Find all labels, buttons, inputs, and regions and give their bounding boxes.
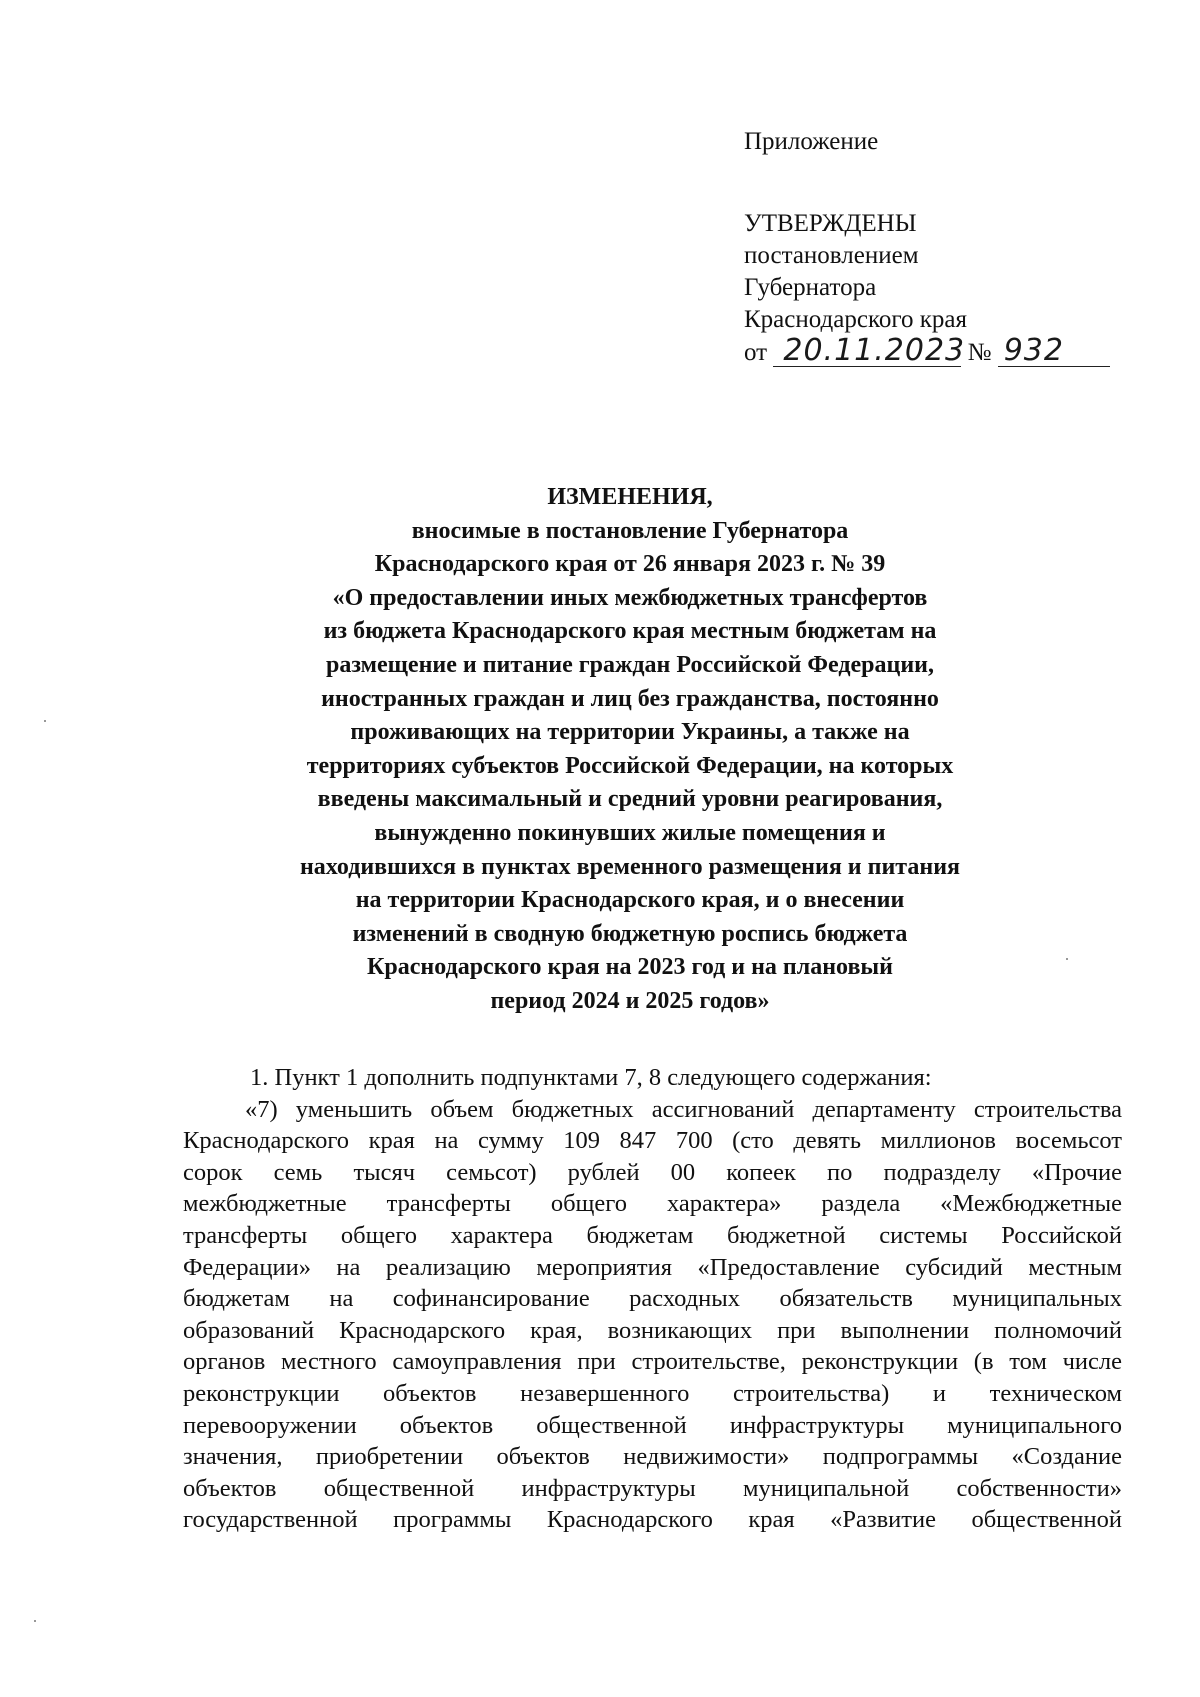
- scan-speck: [1066, 958, 1068, 960]
- heading-line: на территории Краснодарского края, и о внесении: [355, 887, 905, 914]
- heading-line: Краснодарского края на 2023 год и на плановый: [367, 954, 893, 981]
- body-line: сорок семь тысяч семьсот) рублей 00 копеек по подразделу «Прочие: [183, 1158, 1122, 1186]
- date-prefix: от: [744, 339, 768, 366]
- heading-line: период 2024 и 2025 годов»: [490, 987, 770, 1014]
- body-line: трансферты общего характера бюджетам бюджетной системы Российской: [183, 1221, 1122, 1249]
- heading-line: находившихся в пунктах временного размещения и питания: [299, 853, 961, 880]
- body-line: реконструкции объектов незавершенного строительства) и техническом: [183, 1379, 1122, 1407]
- heading-line: ИЗМЕНЕНИЯ,: [547, 484, 713, 510]
- body-line: значения, приобретении объектов недвижимости» подпрограммы «Создание: [183, 1443, 1122, 1471]
- heading-line: иностранных граждан и лиц без гражданства, постоянно: [321, 685, 939, 712]
- heading-line: вынужденно покинувших жилые помещения и: [374, 819, 886, 846]
- body-line: «7) уменьшить объем бюджетных ассигнований департаменту строительства: [245, 1095, 1122, 1123]
- number-sign: №: [967, 339, 992, 366]
- heading-line: Краснодарского края от 26 января 2023 г. № 39: [374, 551, 886, 578]
- scan-speck: [34, 1620, 36, 1622]
- heading-line: вносимые в постановление Губернатора: [411, 517, 849, 544]
- heading-line: из бюджета Краснодарского края местным бюджетам на: [323, 618, 937, 645]
- appendix-label: Приложение: [744, 128, 879, 155]
- scan-speck: [44, 720, 46, 722]
- heading-line: размещение и питание граждан Российской Федерации,: [326, 651, 934, 678]
- body-line: 1. Пункт 1 дополнить подпунктами 7, 8 следующего содержания:: [250, 1064, 932, 1091]
- heading-line: проживающих на территории Украины, а также на: [350, 719, 910, 746]
- body-line: перевооружении объектов общественной инфраструктуры муниципального: [183, 1411, 1122, 1439]
- heading-line: изменений в сводную бюджетную роспись бюджета: [352, 920, 908, 947]
- body-text: [183, 1062, 1122, 1536]
- approved-label: УТВЕРЖДЕНЫ: [744, 210, 917, 237]
- body-line: Краснодарского края на сумму 109 847 700 (сто девять миллионов восемьсот: [183, 1127, 1122, 1155]
- handwritten-number: 932: [998, 336, 1110, 367]
- body-line: органов местного самоуправления при строительстве, реконструкции (в том числе: [183, 1348, 1122, 1376]
- document-heading: [180, 481, 1080, 1019]
- body-line: государственной программы Краснодарского края «Развитие общественной: [183, 1506, 1122, 1534]
- body-line: образований Краснодарского края, возникающих при выполнении полномочий: [183, 1316, 1122, 1344]
- heading-line: «О предоставлении иных межбюджетных трансфертов: [332, 584, 928, 611]
- approval-resolution-line: постановлением: [744, 242, 919, 269]
- approval-block: [744, 126, 1110, 369]
- body-line: межбюджетные трансферты общего характера» раздела «Межбюджетные: [183, 1190, 1122, 1218]
- body-line: Федерации» на реализацию мероприятия «Предоставление субсидий местным: [183, 1253, 1122, 1281]
- approval-date-line: [744, 333, 1110, 369]
- heading-line: территориях субъектов Российской Федерации, на которых: [306, 752, 954, 779]
- approval-region-line: Краснодарского края: [744, 306, 967, 333]
- heading-line: введены максимальный и средний уровни реагирования,: [317, 786, 943, 813]
- handwritten-date: 20.11.2023: [773, 336, 961, 367]
- approval-governor-line: Губернатора: [744, 274, 877, 301]
- body-line: бюджетам на софинансирование расходных обязательств муниципальных: [183, 1285, 1122, 1313]
- body-line: объектов общественной инфраструктуры муниципальной собственности»: [183, 1474, 1122, 1502]
